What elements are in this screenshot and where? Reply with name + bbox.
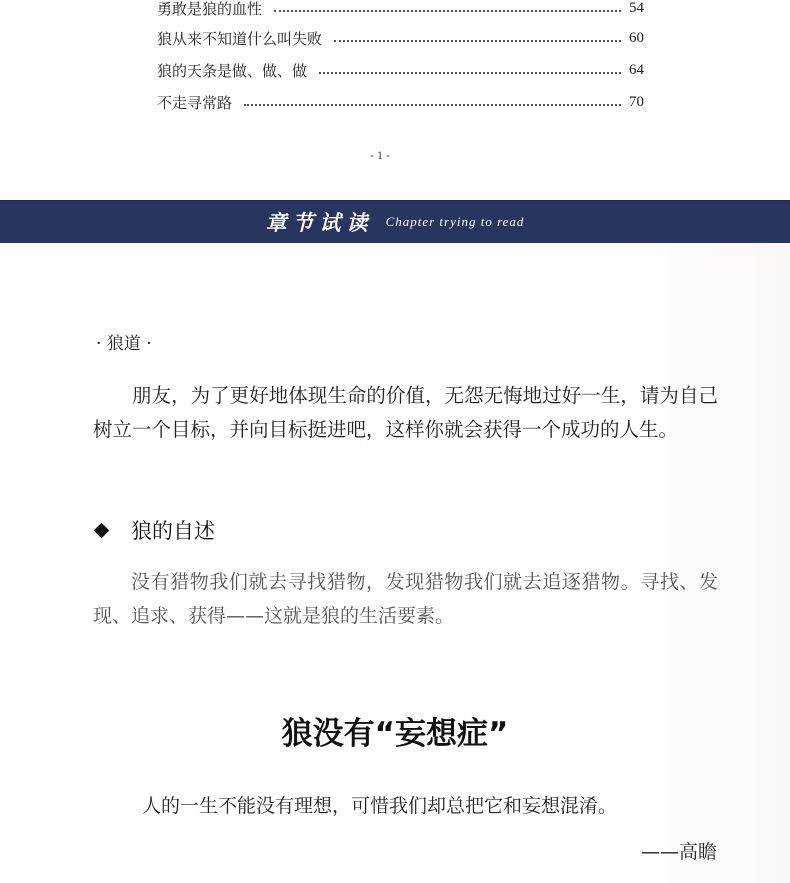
toc-leader-dots xyxy=(319,71,621,74)
epigraph-quote: 人的一生不能没有理想，可惜我们却总把它和妄想混淆。 xyxy=(142,795,618,817)
chapter-preview-banner xyxy=(0,200,790,244)
toc-entry xyxy=(157,58,644,82)
epigraph-author: ——高瞻 xyxy=(640,841,717,863)
paragraph: 朋友，为了更好地体现生命的价值，无怨无悔地过好一生，请为自己树立一个目标，并向目标挺进吧，这样你就会获得一个成功的人生。 xyxy=(93,384,718,441)
toc-entry-title: 不走寻常路 xyxy=(157,93,233,112)
banner-title-en: Chapter trying to read xyxy=(385,214,525,229)
toc-page xyxy=(0,0,790,200)
subheading-text: 狼的自述 xyxy=(131,519,215,543)
toc-entry-title: 狼的天条是做、做、做 xyxy=(157,61,308,80)
section-tag: · 狼道 · xyxy=(96,334,152,354)
toc-entry-page: 64 xyxy=(629,61,644,78)
toc-entry-page: 70 xyxy=(629,93,644,110)
toc-entry xyxy=(157,26,644,50)
sample-page xyxy=(0,243,790,883)
toc-leader-dots xyxy=(334,39,621,42)
toc-leader-dots xyxy=(274,9,621,12)
page-number: - 1 - xyxy=(370,148,390,162)
diamond-bullet-icon xyxy=(94,522,110,538)
banner-title-cn: 章节试读 xyxy=(265,210,374,235)
toc-entry xyxy=(157,90,644,114)
subheading xyxy=(96,515,215,545)
paragraph: 没有猎物我们就去寻找猎物，发现猎物我们就去追逐猎物。寻找、发现、追求、获得——这就是狼的生活要素。 xyxy=(93,571,718,627)
toc-leader-dots xyxy=(244,103,621,106)
toc-entry-title: 狼从来不知道什么叫失败 xyxy=(157,29,323,48)
chapter-title: 狼没有“妄想症” xyxy=(281,716,509,752)
toc-entry xyxy=(157,0,644,20)
toc-entry-page: 60 xyxy=(629,29,644,46)
toc-entry-page: 54 xyxy=(629,0,644,16)
toc-entry-title: 勇敢是狼的血性 xyxy=(157,0,263,18)
